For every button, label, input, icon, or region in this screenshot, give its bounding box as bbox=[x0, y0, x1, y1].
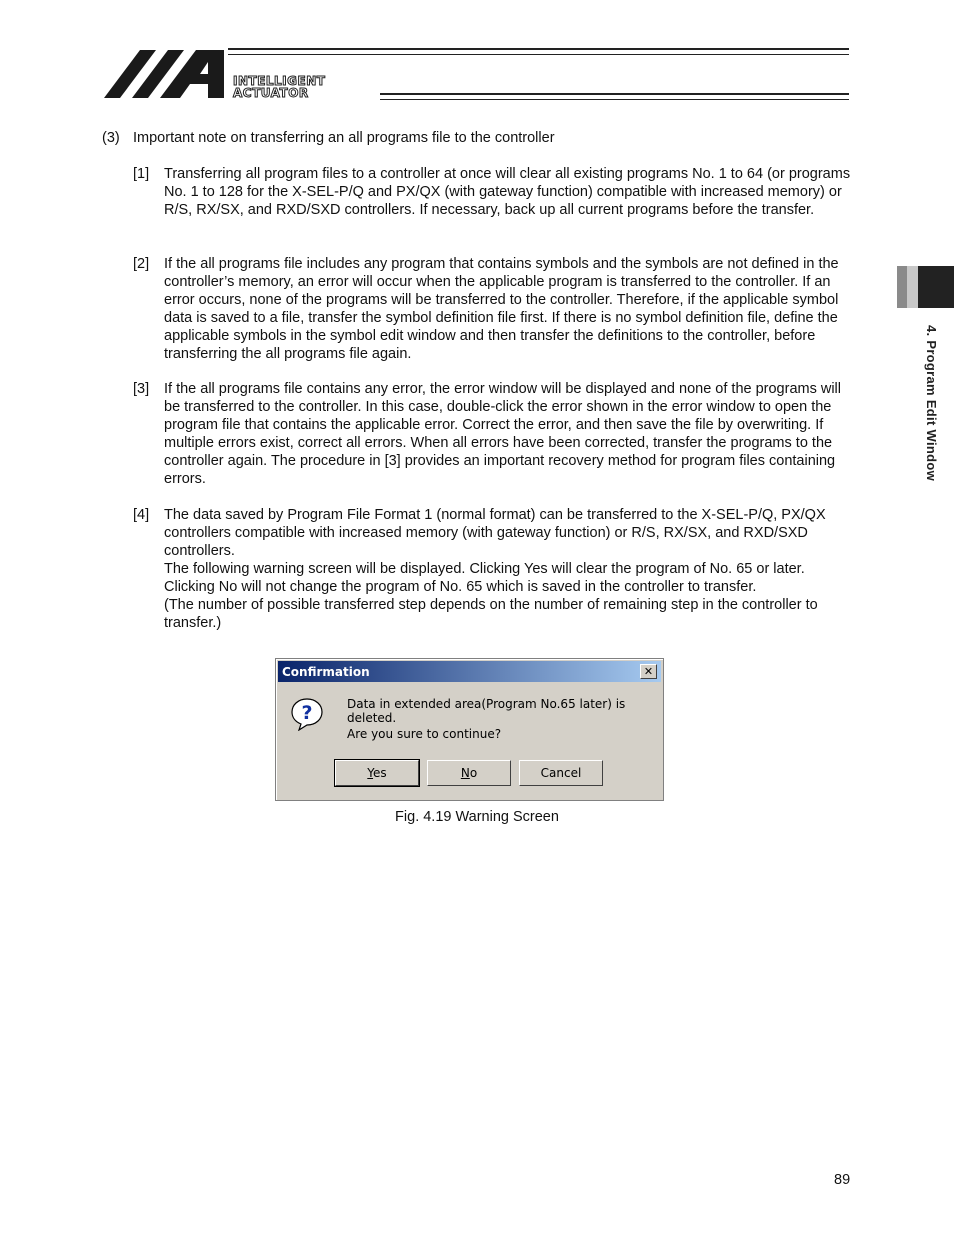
item-paragraph: If the all programs file contains any error, the error window will be displayed and none of the programs will be transferred to the controller. In this case, double-click the error shown in the error window to open the program file that contains the applicable error. Correct the error, and then save the file by overwriting. If multiple errors exist, correct all errors. When all errors have been corrected, transfer the programs to the controller again. The procedure in [3] provides an important recovery method for program files containing errors. bbox=[164, 381, 842, 487]
dialog-title: Confirmation bbox=[282, 665, 370, 679]
item-paragraph: Transferring all program files to a controller at once will clear all existing programs No. 1 to 64 (or programs No. 1 to 128 for the X-SEL-P/Q and PX/QX (with gateway function) compatible with increased memory) or R/S, RX/SX, and RXD/SXD controllers. If necessary, back up all current programs before the transfer. bbox=[164, 166, 851, 218]
header-rule-top bbox=[228, 48, 849, 55]
list-item bbox=[133, 380, 855, 488]
yes-button[interactable] bbox=[335, 760, 419, 786]
item-marker: [1] bbox=[133, 166, 150, 182]
header-rule-bottom bbox=[380, 93, 849, 100]
page-number: 89 bbox=[834, 1172, 851, 1188]
item-paragraph: If the all programs file includes any program that contains symbols and the symbols are not defined in the controller’s memory, an error will occur when the applicable program is transferred to the controller. If an error occurs, none of the programs will be transferred to the controller. Therefore, if the applicable symbol data is saved to a file, transfer the symbol definition file first. If there is no symbol definition file, define the applicable symbols in the symbol edit window and then transfer the definitions to the controller, before transferring the all programs file again. bbox=[164, 256, 839, 362]
item-marker: [3] bbox=[133, 381, 150, 397]
svg-text:?: ? bbox=[301, 702, 313, 724]
dialog-message: Data in extended area(Program No.65 later) is deleted. bbox=[347, 697, 626, 725]
chapter-label: 4. Program Edit Window bbox=[924, 325, 939, 481]
side-tab-stripe-light bbox=[907, 266, 918, 308]
list-item bbox=[133, 506, 855, 632]
dialog-question: Are you sure to continue? bbox=[347, 727, 502, 741]
no-label: o bbox=[469, 766, 478, 780]
question-icon bbox=[290, 697, 324, 731]
figure-caption: Fig. 4.19 Warning Screen bbox=[395, 809, 559, 825]
item-marker: [2] bbox=[133, 256, 150, 272]
item-paragraph: (The number of possible transferred step depends on the number of remaining step in the controller to transfer.) bbox=[164, 597, 818, 631]
no-accelerator: N bbox=[460, 766, 470, 780]
ia-logo bbox=[102, 48, 227, 100]
brand-name bbox=[233, 75, 325, 99]
confirmation-dialog bbox=[275, 658, 664, 801]
section-number: (3) bbox=[102, 130, 120, 146]
list-item bbox=[133, 255, 855, 363]
cancel-button[interactable]: Cancel bbox=[519, 760, 603, 786]
no-button[interactable] bbox=[427, 760, 511, 786]
item-paragraph: The data saved by Program File Format 1 (normal format) can be transferred to the X-SEL-P/Q, PX/QX controllers compatible with increased memory (with gateway function) or R/S, RX/SX, and RXD/SXD controllers. bbox=[164, 507, 826, 559]
brand-line-1: INTELLIGENT bbox=[233, 74, 326, 88]
section-title: Important note on transferring an all programs file to the controller bbox=[133, 130, 555, 146]
close-button[interactable] bbox=[640, 664, 657, 679]
item-paragraph: The following warning screen will be displayed. Clicking Yes will clear the program of No. 65 or later. Clicking No will not change the program of No. 65 which is saved in the controller to transfer. bbox=[164, 561, 805, 595]
yes-label: es bbox=[373, 766, 387, 780]
dialog-titlebar bbox=[278, 661, 661, 682]
close-icon: ✕ bbox=[643, 665, 654, 678]
item-marker: [4] bbox=[133, 507, 150, 523]
side-tab-block bbox=[918, 266, 954, 308]
side-tab-stripe bbox=[897, 266, 907, 308]
section-heading bbox=[102, 129, 555, 147]
brand-line-2: ACTUATOR bbox=[233, 86, 309, 100]
list-item bbox=[133, 165, 855, 219]
yes-accelerator: Y bbox=[367, 766, 374, 780]
